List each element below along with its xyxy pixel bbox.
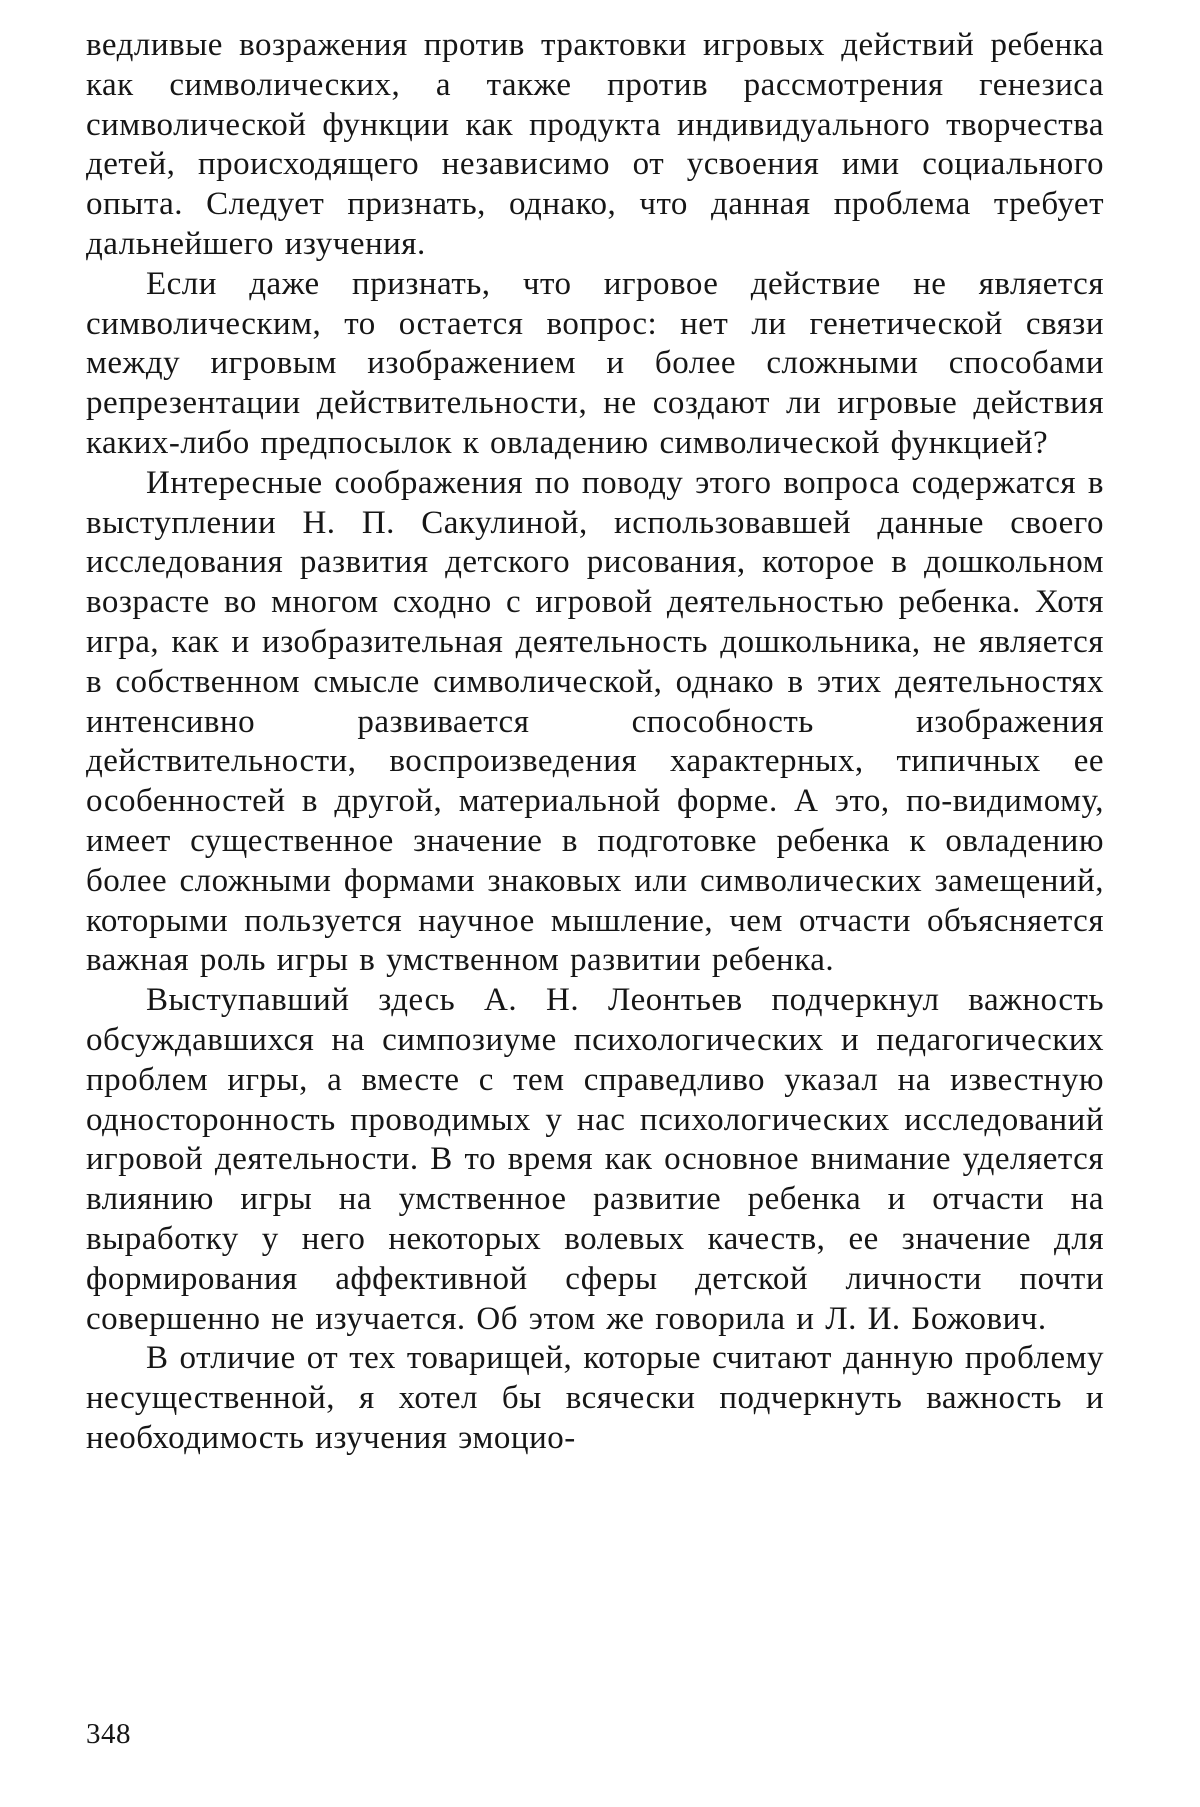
paragraph-2: Если даже признать, что игровое действие не является символическим, то остается вопрос: нет ли генетической связи между игровым изображением и более сложными способами репрезентации действительности, не создают ли игровые действия каких-либо предпосылок к овладению символической функцией? [86, 265, 1104, 461]
body-text [86, 26, 1104, 1459]
paragraph-1: ведливые возражения против трактовки игровых действий ребенка как символических, а также против рассмотрения генезиса символической функции как продукта индивидуального творчества детей, происходящего независимо от усвоения ими социального опыта. Следует признать, однако, что данная проблема требует дальнейшего изучения. [86, 27, 1104, 262]
paragraph-3: Интересные соображения по поводу этого вопроса содержатся в выступлении Н. П. Сакулиной, использовавшей данные своего исследования развития детского рисования, которое в дошкольном возрасте во многом сходно с игровой деятельностью ребенка. Хотя игра, как и изобразительная деятельность дошкольника, не является в собственном смысле символической, однако в этих деятельностях интенсивно развивается способность изображения действительности, воспроизведения характерных, типичных ее особенностей в другой, материальной форме. А это, по-видимому, имеет существенное значение в подготовке ребенка к овладению более сложными формами знаковых или символических замещений, которыми пользуется научное мышление, чем отчасти объясняется важная роль игры в умственном развитии ребенка. [86, 464, 1104, 979]
page-number: 348 [86, 1718, 131, 1750]
paragraph-5: В отличие от тех товарищей, которые считают данную проблему несущественной, я хотел бы всячески подчеркнуть важность и необходимость изучения эмоцио- [86, 1340, 1104, 1456]
paragraph-4: Выступавший здесь А. Н. Леонтьев подчеркнул важность обсуждавшихся на симпозиуме психологических и педагогических проблем игры, а вместе с тем справедливо указал на известную односторонность проводимых у нас психологических исследований игровой деятельности. В то время как основное внимание уделяется влиянию игры на умственное развитие ребенка и отчасти на выработку у него некоторых волевых качеств, ее значение для формирования аффективной сферы детской личности почти совершенно не изучается. Об этом же говорила и Л. И. Божович. [86, 982, 1104, 1337]
